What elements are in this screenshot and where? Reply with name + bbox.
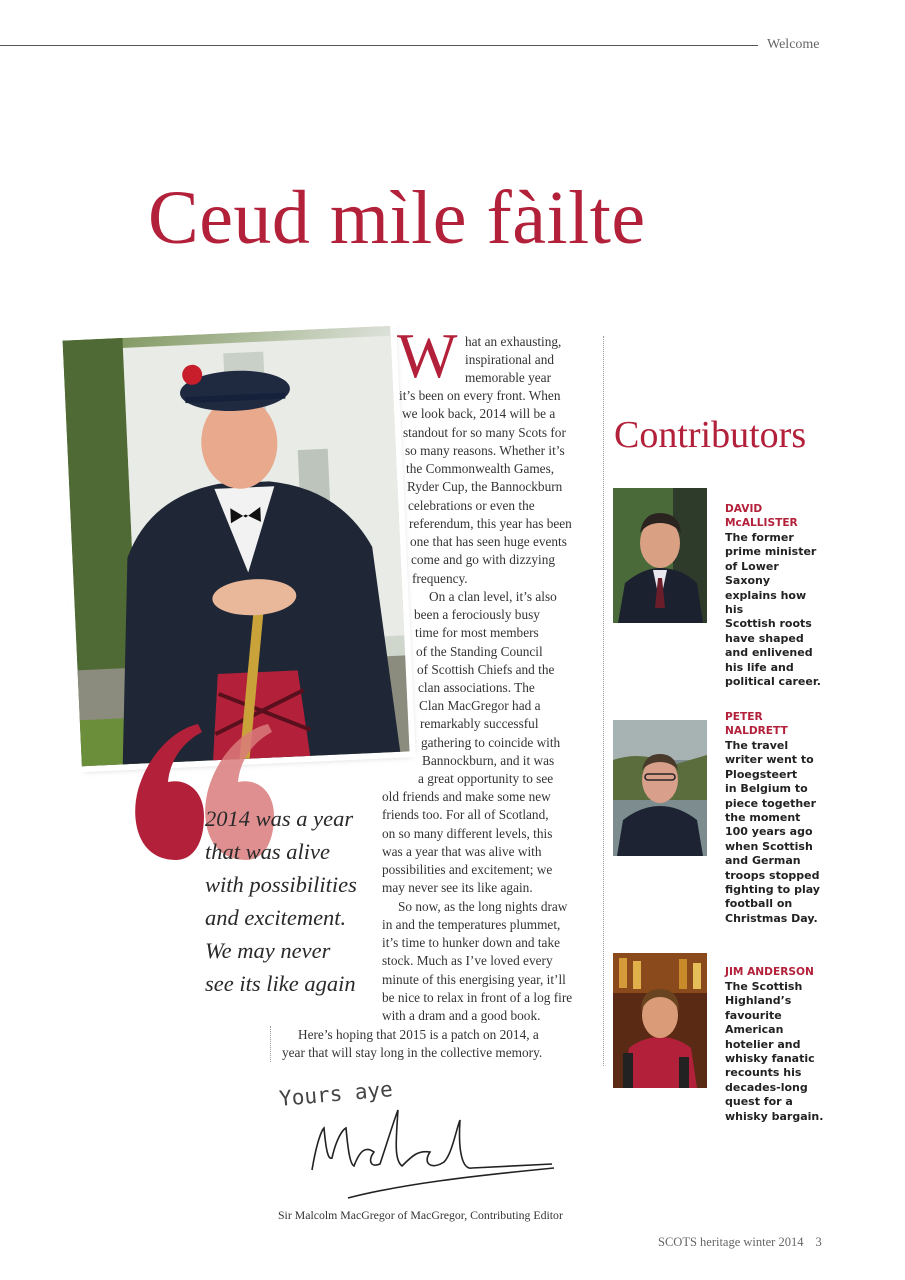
article-line: Ryder Cup, the Bannockburn: [407, 479, 563, 494]
header-rule: [0, 45, 758, 46]
article-line: referendum, this year has been: [409, 516, 572, 531]
article-line: hat an exhausting,: [465, 334, 562, 349]
page-footer: [658, 1235, 822, 1250]
article-line: celebrations or even the: [408, 498, 535, 513]
signature-caption: Sir Malcolm MacGregor of MacGregor, Contributing Editor: [278, 1208, 563, 1222]
article-line: time for most members: [415, 625, 539, 640]
pull-quote-line: 2014 was a year: [205, 806, 354, 831]
contributor-photo-naldrett: [613, 720, 707, 856]
article-line: the Commonwealth Games,: [406, 461, 555, 476]
contributor-name: PETER NALDRETT: [725, 711, 788, 738]
article-line: one that has seen huge events: [410, 534, 567, 549]
article-line: it’s been on every front. When: [399, 388, 561, 403]
article-line: of Scottish Chiefs and the: [417, 662, 555, 677]
contributor-name: DAVID McALLISTER: [725, 503, 798, 530]
article-line: gathering to coincide with: [421, 735, 561, 750]
contributor-name: JIM ANDERSON: [725, 966, 814, 978]
column-divider: [603, 336, 604, 1066]
contributor-bio: The travel writer went to Ploegsteert in Belgium to piece together the moment 100 years ago when Scottish and German troops stopped fighting to play football on Christmas Day.: [725, 739, 820, 925]
article-line: year that will stay long in the collective memory.: [282, 1045, 543, 1060]
article-line: old friends and make some new: [382, 789, 551, 804]
article-line: be nice to relax in front of a log fire: [382, 990, 573, 1005]
article-line: remarkably successful: [420, 716, 539, 731]
article-line: Here’s hoping that 2015 is a patch on 2014, a: [298, 1027, 539, 1042]
article-line: was a year that was alive with: [382, 844, 542, 859]
article-line: possibilities and excitement; we: [382, 862, 553, 877]
article-line: been a ferociously busy: [414, 607, 540, 622]
article-line: memorable year: [465, 370, 552, 385]
contributor-photo-anderson: [613, 953, 707, 1088]
pull-quote-line: see its like again: [205, 971, 356, 996]
article-line: Bannockburn, and it was: [422, 753, 555, 768]
page-title: Ceud mìle fàilte: [148, 176, 646, 260]
article-line: a great opportunity to see: [418, 771, 554, 786]
contributors-title: Contributors: [614, 414, 807, 456]
article-line: standout for so many Scots for: [403, 425, 566, 440]
handwritten-signature: [262, 1080, 597, 1200]
article-line: in and the temperatures plummet,: [382, 917, 561, 932]
article-line: may never see its like again.: [382, 880, 533, 895]
article-line: On a clan level, it’s also: [429, 589, 557, 604]
article-line: stock. Much as I’ve loved every: [382, 953, 553, 968]
pull-quote: [205, 802, 385, 1000]
article-line: so many reasons. Whether it’s: [405, 443, 565, 458]
drop-cap: W: [397, 320, 458, 391]
contributor-bio: The former prime minister of Lower Saxony explains how his Scottish roots have shaped and enlivened his life and political career.: [725, 531, 821, 689]
article-line: with a dram and a good book.: [382, 1008, 541, 1023]
article-line: Clan MacGregor had a: [419, 698, 541, 713]
signature-closing: Yours aye: [278, 1077, 394, 1111]
magazine-name: SCOTS heritage winter 2014: [658, 1235, 804, 1249]
portrait-photo: [63, 326, 410, 766]
article-line: frequency.: [412, 571, 468, 586]
contributor-bio: The Scottish Highland’s favourite American hotelier and whisky fanatic recounts his decades-long quest for a whisky bargain.: [725, 980, 824, 1123]
article-line: friends too. For all of Scotland,: [382, 807, 549, 822]
article-line: of the Standing Council: [416, 644, 543, 659]
pull-quote-line: and excitement.: [205, 905, 347, 930]
article-line: come and go with dizzying: [411, 552, 556, 567]
column-divider: [270, 1026, 271, 1062]
page-number: 3: [815, 1235, 822, 1249]
article-line: So now, as the long nights draw: [398, 899, 568, 914]
section-label: Welcome: [767, 37, 820, 52]
pull-quote-line: that was alive: [205, 839, 330, 864]
article-line: on so many different levels, this: [382, 826, 553, 841]
article-line: we look back, 2014 will be a: [402, 406, 556, 421]
pull-quote-line: with possibilities: [205, 872, 357, 897]
article-line: clan associations. The: [418, 680, 535, 695]
article-line: minute of this energising year, it’ll: [382, 972, 566, 987]
pull-quote-line: We may never: [205, 938, 331, 963]
article-line: inspirational and: [465, 352, 554, 367]
article-line: it’s time to hunker down and take: [382, 935, 560, 950]
contributor-photo-mcallister: [613, 488, 707, 623]
